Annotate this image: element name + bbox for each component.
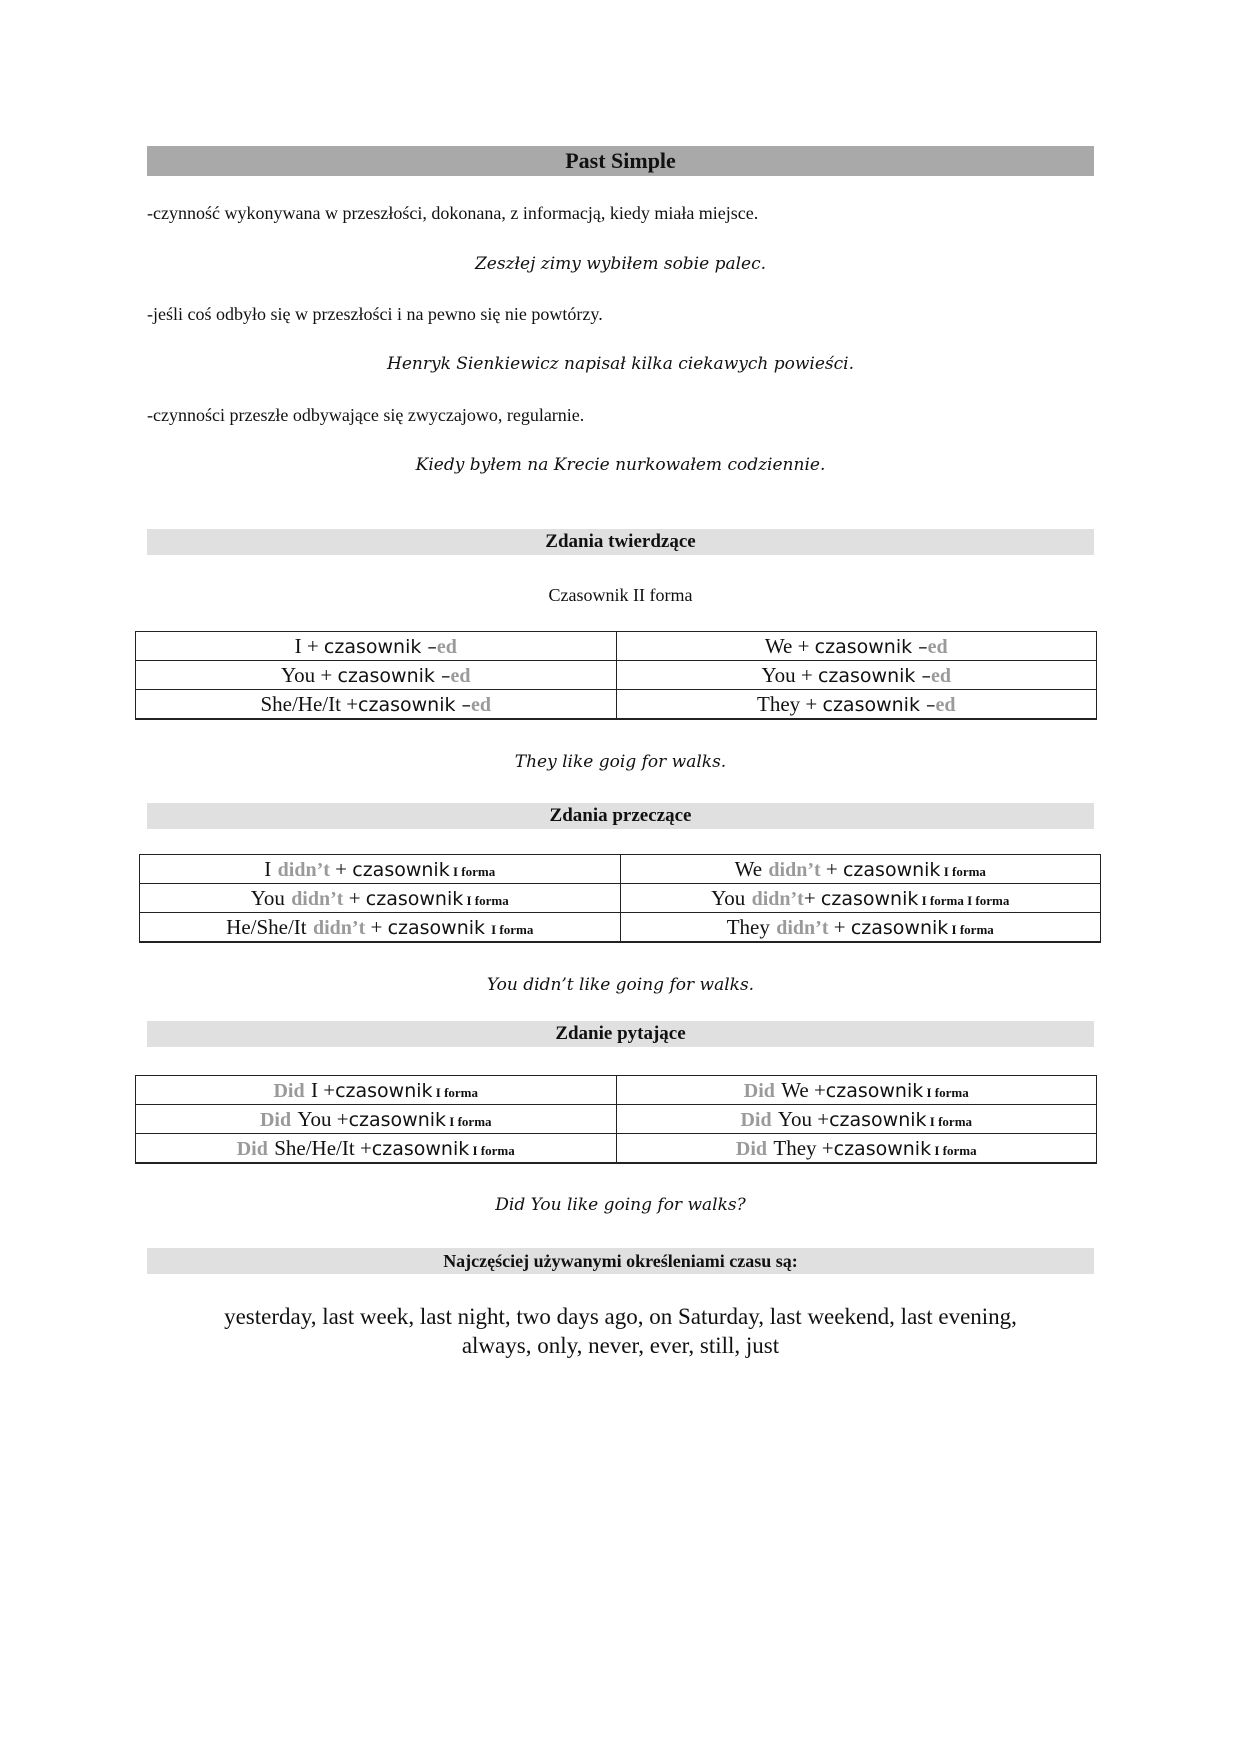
table-cell: We didn’t + czasownik I forma	[620, 855, 1101, 884]
affirmative-sublabel: Czasownik II forma	[548, 585, 693, 605]
usage-example-1: Zeszłej zimy wybiłem sobie palec.	[474, 254, 767, 274]
table-row	[136, 632, 1097, 661]
time-expressions-line-2: always, only, never, ever, still, just	[461, 1333, 780, 1358]
question-table	[135, 1075, 1097, 1164]
table-row	[136, 1134, 1097, 1164]
question-example: Did You like going for walks?	[495, 1195, 746, 1215]
table-cell: I didn’t + czasownik I forma	[140, 855, 621, 884]
table-row	[140, 855, 1101, 884]
table-cell: Did We +czasownik I forma	[616, 1076, 1097, 1105]
table-cell: You + czasownik –ed	[616, 661, 1097, 690]
table-cell: Did You +czasownik I forma	[616, 1105, 1097, 1134]
negative-heading: Zdania przeczące	[147, 803, 1094, 829]
affirmative-table	[135, 631, 1097, 720]
negative-table	[139, 854, 1101, 943]
affirmative-example: They like goig for walks.	[514, 752, 727, 772]
time-expressions-list	[147, 1302, 1094, 1360]
question-heading: Zdanie pytające	[147, 1021, 1094, 1047]
table-row	[140, 913, 1101, 943]
table-row	[136, 1105, 1097, 1134]
table-cell: Did She/He/It +czasownik I forma	[136, 1134, 617, 1164]
usage-example-3: Kiedy byłem na Krecie nurkowałem codziennie.	[415, 455, 826, 475]
time-expressions-line-1: yesterday, last week, last night, two days ago, on Saturday, last weekend, last evening,	[224, 1304, 1017, 1329]
page-title: Past Simple	[147, 146, 1094, 176]
table-row	[140, 884, 1101, 913]
table-row	[136, 1076, 1097, 1105]
table-cell: Did You +czasownik I forma	[136, 1105, 617, 1134]
table-cell: You didn’t + czasownik I forma	[140, 884, 621, 913]
table-row	[136, 661, 1097, 690]
affirmative-heading: Zdania twierdzące	[147, 529, 1094, 555]
time-expressions-heading: Najczęściej używanymi określeniami czasu są:	[147, 1248, 1094, 1274]
table-cell: You + czasownik –ed	[136, 661, 617, 690]
table-cell: Did I +czasownik I forma	[136, 1076, 617, 1105]
table-cell: We + czasownik –ed	[616, 632, 1097, 661]
usage-rule-2: -jeśli coś odbyło się w przeszłości i na pewno się nie powtórzy.	[147, 304, 603, 324]
usage-rule-1: -czynność wykonywana w przeszłości, dokonana, z informacją, kiedy miała miejsce.	[147, 203, 759, 223]
table-cell: They didn’t + czasownik I forma	[620, 913, 1101, 943]
table-cell: She/He/It +czasownik –ed	[136, 690, 617, 720]
table-row	[136, 690, 1097, 720]
table-cell: Did They +czasownik I forma	[616, 1134, 1097, 1164]
table-cell: He/She/It didn’t + czasownik I forma	[140, 913, 621, 943]
table-cell: You didn’t+ czasownik I forma I forma	[620, 884, 1101, 913]
table-cell: I + czasownik –ed	[136, 632, 617, 661]
table-cell: They + czasownik –ed	[616, 690, 1097, 720]
usage-rule-3: -czynności przeszłe odbywające się zwyczajowo, regularnie.	[147, 405, 585, 425]
negative-example: You didn’t like going for walks.	[486, 975, 755, 995]
usage-example-2: Henryk Sienkiewicz napisał kilka ciekawych powieści.	[387, 354, 854, 374]
